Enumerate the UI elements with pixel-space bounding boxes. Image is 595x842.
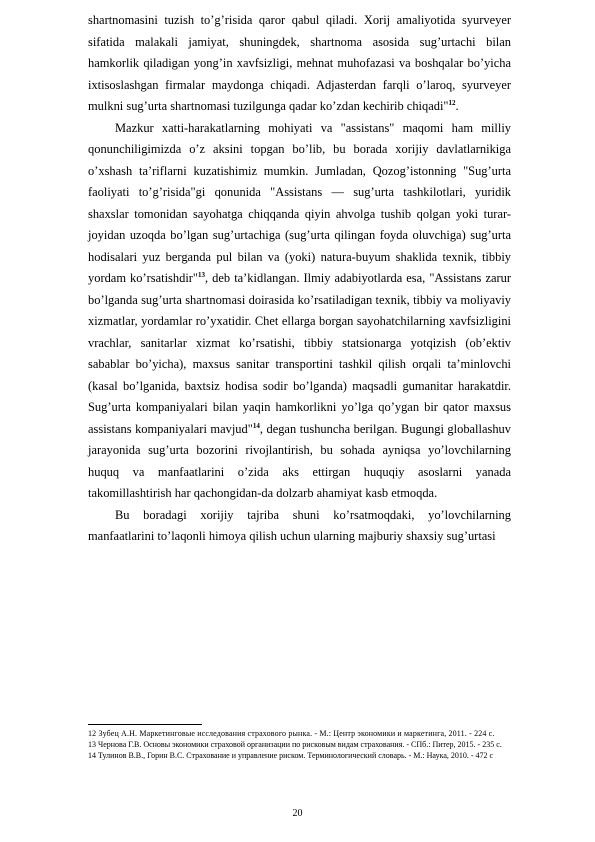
- footnote-ref-13: 13: [198, 271, 205, 279]
- footnotes: [88, 728, 511, 762]
- footnote-14: 14 Тулинов В.В., Горин В.С. Страхование и управление риском. Терминологический словарь. - М.: Наука, 2010. - 472 с: [88, 751, 494, 761]
- footnote-13: 13 Чернова Г.В. Основы экономики страховой организации по рисковым видам страхования. - СПб.: Питер, 2015. - 235 с.: [88, 740, 502, 750]
- paragraph-1-tail: .: [455, 99, 459, 113]
- paragraph-2-part2: , deb ta’kidlangan. Ilmiy adabiyotlarda esa, "Assistans zarur bo’lganda sug’urta shartnomasi doirasida ko’rsatiladigan texnik, tibbiy va moliyaviy xizmatlar, yordamlar ro’yxatidir. Chet ellarga borgan sayohatchilarning xavfsizligini vrachlar, sanitarlar xizmat ko’rsatishi, tibbiy statsionarga yotqizish (ob’ektiv sabablar bo’yicha), maxsus sanitar transportini tashkil qilish orqali ta’minlovchi (kasal bo’lganida, baxtsiz hodisa sodir bo’lganda) maqsadli gumanitar harakatdir. Sug’urta kompaniyalari bilan yaqin hamkorlikni yo’lga qo’ygan bir qator maxsus assistans kompaniyalari mavjud": [88, 271, 511, 436]
- footnote-12: 12 Зубец А.Н. Маркетинговые исследования страхового рынка. - М.: Центр экономики и маркетинга, 2011. - 224 с.: [88, 729, 495, 738]
- paragraph-3: Bu boradagi xorijiy tajriba shuni ko’rsatmoqdaki, yo’lovchilarning manfaatlarini to’laqonli himoya qilish uchun ularning majburiy shaxsiy sug’urtasi: [88, 507, 511, 543]
- page-number: 20: [292, 808, 303, 819]
- footnote-ref-14: 14: [252, 421, 260, 430]
- footnote-separator: [88, 724, 202, 725]
- paragraph-1: [88, 10, 511, 118]
- paragraph-1-text: shartnomasini tuzish to’g’risida qaror qabul qiladi. Xorij amaliyotida syurveyer sifatida malakali jamiyat, shuningdek, shartnoma asosida sug’urtachi bilan hamkorlik qiladigan yong’in xavfsizligi, mehnat muhofazasi va boshqalar bo’yicha ixtisoslashgan firmalar maydonga chiqadi. Adjasterdan farqli o’laroq, syurveyer mulkni sug’urta shartnomasi tuzilgunga qadar ko’zdan kechirib chiqadi": [88, 13, 511, 113]
- paragraph-2: [88, 118, 511, 505]
- paragraph-2-part1: Mazkur xatti-harakatlarning mohiyati va "assistans" maqomi ham milliy qonunchiligimizda o’z aksini topgan bo’lib, bu borada xorijiy davlatlarnikiga o’xshash ta’riflarni kuzatishimiz mumkin. Jumladan, Qozog’istonning "Sug’urta faoliyati to’g’risida"gi qonunida "Assistans — sug’urta tashkilotlari, yuridik shaxslar tomonidan sayohatga chiqqanda qiyin ahvolga tushib qolgan yoki turar-joyidan uzoqda bo’lgan sug’urtachiga (sug’urta qilingan foyda oluvchiga) sug’urta hodisalari yuz berganda pul bilan va (yoki) natura-buyum shaklida texnik, tibbiy yordam ko’rsatishdir": [88, 120, 511, 285]
- footnote-ref-12: 12: [448, 99, 456, 107]
- paragraph-2-part3: , degan tushuncha berilgan. Bugungi globallashuv jarayonida sug’urta bozorini rivojlantirish, bu sohada ayniqsa yo’lovchilarning huquq va manfaatlarini o’zida aks ettirgan huquqiy asoslarni yanada takomillashtirish har qachongidan-da dolzarb ahamiyat kasb etmoqda.: [88, 421, 511, 500]
- body-text: [88, 10, 511, 548]
